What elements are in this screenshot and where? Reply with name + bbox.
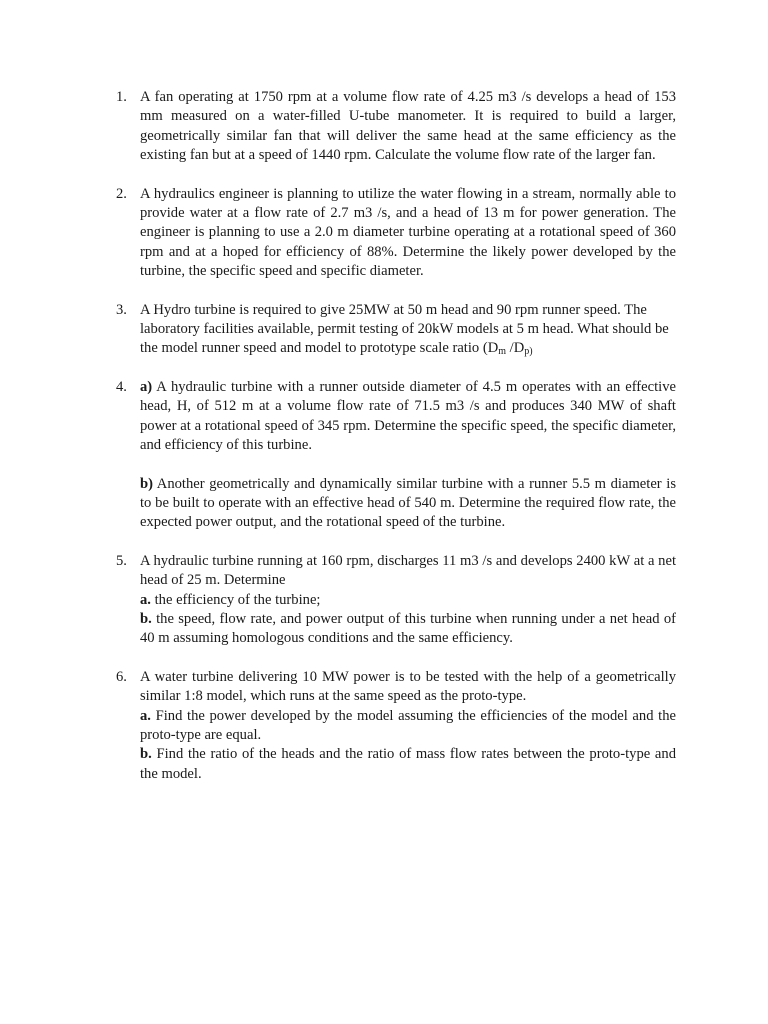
part-b-label: b. — [140, 610, 152, 627]
problem-item — [116, 88, 676, 166]
problem-number: 6. — [116, 668, 127, 685]
problem-text-mid: /D — [506, 340, 525, 357]
part-b-label: b) — [140, 475, 153, 492]
problem-text — [140, 301, 676, 359]
problem-item — [116, 378, 676, 533]
part-b-label: b. — [140, 746, 152, 763]
problem-part-a — [140, 378, 676, 456]
problem-part-a — [140, 707, 676, 746]
problem-part-b — [140, 610, 676, 649]
subscript-p: p) — [524, 346, 533, 358]
paragraph-gap — [140, 456, 676, 475]
part-b-text: Find the ratio of the heads and the ratio of mass flow rates between the proto-type and the model. — [140, 746, 676, 782]
problem-item — [116, 552, 676, 649]
problem-number: 5. — [116, 552, 127, 569]
subscript-m: m — [498, 346, 507, 358]
problem-item — [116, 301, 676, 359]
part-a-text: A hydraulic turbine with a runner outside diameter of 4.5 m operates with an effective head, H, of 512 m at a volume flow rate of 71.5 m3 /s and produces 340 MW of shaft power at a rotational speed of 345 rpm. Determine the specific speed, the specific diameter, and efficiency of this turbine. — [140, 378, 676, 454]
problem-item — [116, 668, 676, 784]
problem-number: 2. — [116, 185, 127, 202]
part-a-label: a. — [140, 707, 151, 724]
problem-list — [116, 88, 676, 803]
problem-part-a — [140, 591, 676, 610]
problem-number: 3. — [116, 301, 127, 318]
problem-number: 4. — [116, 378, 127, 395]
part-b-text: Another geometrically and dynamically similar turbine with a runner 5.5 m diameter is to be built to operate with an effective head of 540 m. Determine the required flow rate, the expected power output, and the rotational speed of the turbine. — [140, 475, 676, 531]
problem-number: 1. — [116, 89, 127, 105]
problem-text: A hydraulics engineer is planning to utilize the water flowing in a stream, normally able to provide water at a flow rate of 2.7 m3 /s, and a head of 13 m for power generation. The engineer is planning to use a 2.0 m diameter turbine operating at a rotational speed of 360 rpm and at a hoped for efficiency of 88%. Determine the likely power developed by the turbine, the specific speed and specific diameter. — [140, 185, 676, 280]
problem-text: A hydraulic turbine running at 160 rpm, discharges 11 m3 /s and develops 2400 kW at a net head of 25 m. Determine — [140, 552, 676, 589]
problem-item — [116, 185, 676, 282]
part-a-text: Find the power developed by the model assuming the efficiencies of the model and the proto-type are equal. — [140, 707, 676, 743]
problem-part-b — [140, 475, 676, 533]
problem-part-b — [140, 745, 676, 784]
part-a-text: the efficiency of the turbine; — [150, 591, 321, 608]
problem-text: A fan operating at 1750 rpm at a volume flow rate of 4.25 m3 /s develops a head of 153 mm measured on a water-filled U-tube manometer. It is required to build a larger, geometrically similar fan that will deliver the same head at the same efficiency as the existing fan but at a speed of 1440 rpm. Calculate the volume flow rate of the larger fan. — [140, 89, 676, 164]
part-a-label: a) — [140, 378, 153, 395]
problem-text-main: A Hydro turbine is required to give 25MW at 50 m head and 90 rpm runner speed. The laboratory facilities available, permit testing of 20kW models at 5 m head. What should be the model runner speed and model to prototype scale ratio (D — [140, 301, 669, 357]
part-b-text: the speed, flow rate, and power output of this turbine when running under a net head of 40 m assuming homologous conditions and the same efficiency. — [140, 610, 676, 647]
part-a-label: a. — [140, 591, 151, 608]
problem-text: A water turbine delivering 10 MW power is to be tested with the help of a geometrically similar 1:8 model, which runs at the same speed as the proto-type. — [140, 668, 676, 705]
